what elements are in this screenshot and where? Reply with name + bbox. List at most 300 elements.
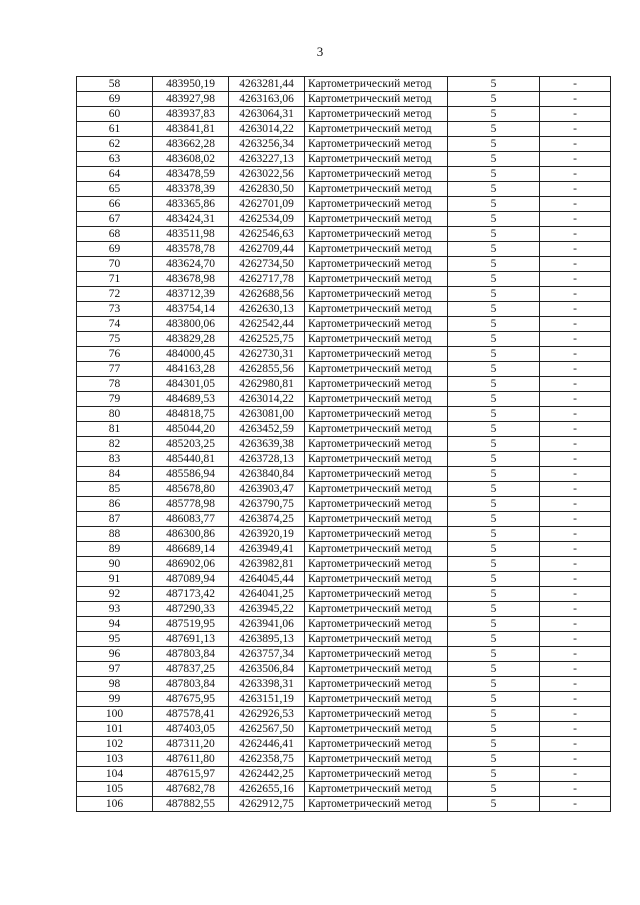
y-coordinate-cell: 4262912,75 [229,797,305,812]
y-coordinate-cell: 4263895,13 [229,632,305,647]
y-coordinate-cell: 4262717,78 [229,272,305,287]
y-coordinate-cell: 4262855,56 [229,362,305,377]
table-row [77,572,611,587]
x-coordinate-cell: 487290,33 [153,602,229,617]
y-coordinate-cell: 4263151,19 [229,692,305,707]
accuracy-cell: 5 [448,542,540,557]
x-coordinate-cell: 484163,28 [153,362,229,377]
table-row [77,332,611,347]
y-coordinate-cell: 4263982,81 [229,557,305,572]
accuracy-cell: 5 [448,797,540,812]
table-row [77,752,611,767]
accuracy-cell: 5 [448,617,540,632]
x-coordinate-cell: 483800,06 [153,317,229,332]
method-cell: Картометрический метод [305,737,448,752]
description-cell: - [540,497,611,512]
description-cell: - [540,287,611,302]
method-cell: Картометрический метод [305,497,448,512]
y-coordinate-cell: 4263945,22 [229,602,305,617]
table-row [77,542,611,557]
table-row [77,77,611,92]
method-cell: Картометрический метод [305,587,448,602]
x-coordinate-cell: 485203,25 [153,437,229,452]
accuracy-cell: 5 [448,512,540,527]
description-cell: - [540,482,611,497]
accuracy-cell: 5 [448,362,540,377]
point-number-cell: 76 [77,347,153,362]
method-cell: Картометрический метод [305,197,448,212]
y-coordinate-cell: 4263163,06 [229,92,305,107]
accuracy-cell: 5 [448,107,540,122]
accuracy-cell: 5 [448,167,540,182]
method-cell: Картометрический метод [305,452,448,467]
y-coordinate-cell: 4263639,38 [229,437,305,452]
accuracy-cell: 5 [448,527,540,542]
description-cell: - [540,317,611,332]
point-number-cell: 92 [77,587,153,602]
method-cell: Картометрический метод [305,182,448,197]
y-coordinate-cell: 4262926,53 [229,707,305,722]
x-coordinate-cell: 483927,98 [153,92,229,107]
method-cell: Картометрический метод [305,212,448,227]
point-number-cell: 101 [77,722,153,737]
description-cell: - [540,227,611,242]
table-row [77,422,611,437]
description-cell: - [540,122,611,137]
table-row [77,377,611,392]
coordinates-table [76,76,611,812]
x-coordinate-cell: 486083,77 [153,512,229,527]
description-cell: - [540,542,611,557]
table-row [77,482,611,497]
accuracy-cell: 5 [448,632,540,647]
description-cell: - [540,737,611,752]
description-cell: - [540,632,611,647]
table-row [77,452,611,467]
x-coordinate-cell: 487682,78 [153,782,229,797]
point-number-cell: 78 [77,377,153,392]
table-row [77,632,611,647]
accuracy-cell: 5 [448,722,540,737]
table-row [77,497,611,512]
x-coordinate-cell: 487882,55 [153,797,229,812]
description-cell: - [540,647,611,662]
x-coordinate-cell: 483841,81 [153,122,229,137]
description-cell: - [540,377,611,392]
description-cell: - [540,752,611,767]
point-number-cell: 75 [77,332,153,347]
accuracy-cell: 5 [448,572,540,587]
accuracy-cell: 5 [448,662,540,677]
accuracy-cell: 5 [448,692,540,707]
description-cell: - [540,332,611,347]
x-coordinate-cell: 485586,94 [153,467,229,482]
point-number-cell: 69 [77,92,153,107]
accuracy-cell: 5 [448,587,540,602]
table-row [77,617,611,632]
accuracy-cell: 5 [448,242,540,257]
accuracy-cell: 5 [448,92,540,107]
x-coordinate-cell: 483950,19 [153,77,229,92]
x-coordinate-cell: 485778,98 [153,497,229,512]
accuracy-cell: 5 [448,392,540,407]
method-cell: Картометрический метод [305,527,448,542]
point-number-cell: 100 [77,707,153,722]
description-cell: - [540,302,611,317]
point-number-cell: 70 [77,257,153,272]
y-coordinate-cell: 4262358,75 [229,752,305,767]
x-coordinate-cell: 483378,39 [153,182,229,197]
table-row [77,692,611,707]
accuracy-cell: 5 [448,182,540,197]
accuracy-cell: 5 [448,377,540,392]
description-cell: - [540,167,611,182]
method-cell: Картометрический метод [305,242,448,257]
description-cell: - [540,257,611,272]
accuracy-cell: 5 [448,287,540,302]
y-coordinate-cell: 4263506,84 [229,662,305,677]
point-number-cell: 83 [77,452,153,467]
x-coordinate-cell: 485678,80 [153,482,229,497]
method-cell: Картометрический метод [305,542,448,557]
table-row [77,737,611,752]
description-cell: - [540,677,611,692]
accuracy-cell: 5 [448,782,540,797]
y-coordinate-cell: 4263256,34 [229,137,305,152]
x-coordinate-cell: 487311,20 [153,737,229,752]
y-coordinate-cell: 4263757,34 [229,647,305,662]
x-coordinate-cell: 483678,98 [153,272,229,287]
accuracy-cell: 5 [448,347,540,362]
point-number-cell: 61 [77,122,153,137]
description-cell: - [540,467,611,482]
y-coordinate-cell: 4263014,22 [229,392,305,407]
description-cell: - [540,782,611,797]
description-cell: - [540,662,611,677]
point-number-cell: 106 [77,797,153,812]
y-coordinate-cell: 4263920,19 [229,527,305,542]
method-cell: Картометрический метод [305,122,448,137]
accuracy-cell: 5 [448,272,540,287]
table-row [77,767,611,782]
method-cell: Картометрический метод [305,152,448,167]
y-coordinate-cell: 4262630,13 [229,302,305,317]
method-cell: Картометрический метод [305,557,448,572]
method-cell: Картометрический метод [305,167,448,182]
accuracy-cell: 5 [448,482,540,497]
method-cell: Картометрический метод [305,722,448,737]
description-cell: - [540,212,611,227]
table-row [77,602,611,617]
point-number-cell: 86 [77,497,153,512]
table-row [77,257,611,272]
point-number-cell: 84 [77,467,153,482]
method-cell: Картометрический метод [305,512,448,527]
table-row [77,587,611,602]
y-coordinate-cell: 4262709,44 [229,242,305,257]
y-coordinate-cell: 4262655,16 [229,782,305,797]
point-number-cell: 74 [77,317,153,332]
x-coordinate-cell: 483424,31 [153,212,229,227]
description-cell: - [540,347,611,362]
table-row [77,557,611,572]
x-coordinate-cell: 483608,02 [153,152,229,167]
description-cell: - [540,512,611,527]
y-coordinate-cell: 4262734,50 [229,257,305,272]
x-coordinate-cell: 483511,98 [153,227,229,242]
method-cell: Картометрический метод [305,707,448,722]
point-number-cell: 82 [77,437,153,452]
y-coordinate-cell: 4263949,41 [229,542,305,557]
x-coordinate-cell: 483829,28 [153,332,229,347]
description-cell: - [540,392,611,407]
description-cell: - [540,422,611,437]
description-cell: - [540,767,611,782]
x-coordinate-cell: 484689,53 [153,392,229,407]
x-coordinate-cell: 487519,95 [153,617,229,632]
table-row [77,167,611,182]
method-cell: Картометрический метод [305,77,448,92]
table-row [77,437,611,452]
y-coordinate-cell: 4262567,50 [229,722,305,737]
accuracy-cell: 5 [448,557,540,572]
x-coordinate-cell: 484818,75 [153,407,229,422]
description-cell: - [540,92,611,107]
method-cell: Картометрический метод [305,437,448,452]
x-coordinate-cell: 487615,97 [153,767,229,782]
x-coordinate-cell: 483624,70 [153,257,229,272]
description-cell: - [540,152,611,167]
table-row [77,122,611,137]
y-coordinate-cell: 4262442,25 [229,767,305,782]
y-coordinate-cell: 4262534,09 [229,212,305,227]
description-cell: - [540,197,611,212]
y-coordinate-cell: 4263014,22 [229,122,305,137]
x-coordinate-cell: 484000,45 [153,347,229,362]
accuracy-cell: 5 [448,407,540,422]
table-row [77,302,611,317]
y-coordinate-cell: 4262980,81 [229,377,305,392]
description-cell: - [540,272,611,287]
x-coordinate-cell: 486300,86 [153,527,229,542]
y-coordinate-cell: 4263227,13 [229,152,305,167]
table-row [77,392,611,407]
method-cell: Картометрический метод [305,422,448,437]
description-cell: - [540,77,611,92]
x-coordinate-cell: 487803,84 [153,647,229,662]
point-number-cell: 87 [77,512,153,527]
point-number-cell: 63 [77,152,153,167]
accuracy-cell: 5 [448,257,540,272]
method-cell: Картометрический метод [305,227,448,242]
x-coordinate-cell: 487691,13 [153,632,229,647]
method-cell: Картометрический метод [305,272,448,287]
point-number-cell: 88 [77,527,153,542]
description-cell: - [540,182,611,197]
y-coordinate-cell: 4264041,25 [229,587,305,602]
x-coordinate-cell: 487803,84 [153,677,229,692]
x-coordinate-cell: 483478,59 [153,167,229,182]
description-cell: - [540,527,611,542]
y-coordinate-cell: 4262446,41 [229,737,305,752]
description-cell: - [540,692,611,707]
method-cell: Картометрический метод [305,257,448,272]
y-coordinate-cell: 4264045,44 [229,572,305,587]
point-number-cell: 62 [77,137,153,152]
method-cell: Картометрический метод [305,317,448,332]
point-number-cell: 95 [77,632,153,647]
point-number-cell: 64 [77,167,153,182]
table-row [77,197,611,212]
description-cell: - [540,407,611,422]
accuracy-cell: 5 [448,437,540,452]
point-number-cell: 89 [77,542,153,557]
x-coordinate-cell: 483662,28 [153,137,229,152]
accuracy-cell: 5 [448,227,540,242]
y-coordinate-cell: 4262730,31 [229,347,305,362]
table-row [77,467,611,482]
accuracy-cell: 5 [448,467,540,482]
description-cell: - [540,707,611,722]
table-row [77,782,611,797]
point-number-cell: 60 [77,107,153,122]
y-coordinate-cell: 4263941,06 [229,617,305,632]
table-row [77,212,611,227]
point-number-cell: 90 [77,557,153,572]
method-cell: Картометрический метод [305,662,448,677]
description-cell: - [540,722,611,737]
y-coordinate-cell: 4262701,09 [229,197,305,212]
point-number-cell: 77 [77,362,153,377]
method-cell: Картометрический метод [305,677,448,692]
accuracy-cell: 5 [448,677,540,692]
table-row [77,407,611,422]
point-number-cell: 97 [77,662,153,677]
point-number-cell: 69 [77,242,153,257]
x-coordinate-cell: 486902,06 [153,557,229,572]
x-coordinate-cell: 487089,94 [153,572,229,587]
x-coordinate-cell: 487403,05 [153,722,229,737]
method-cell: Картометрический метод [305,692,448,707]
method-cell: Картометрический метод [305,767,448,782]
accuracy-cell: 5 [448,752,540,767]
description-cell: - [540,452,611,467]
description-cell: - [540,362,611,377]
x-coordinate-cell: 483937,83 [153,107,229,122]
point-number-cell: 91 [77,572,153,587]
table-row [77,662,611,677]
method-cell: Картометрический метод [305,752,448,767]
description-cell: - [540,137,611,152]
y-coordinate-cell: 4262688,56 [229,287,305,302]
table-row [77,107,611,122]
y-coordinate-cell: 4263022,56 [229,167,305,182]
method-cell: Картометрический метод [305,617,448,632]
x-coordinate-cell: 487837,25 [153,662,229,677]
table-row [77,512,611,527]
method-cell: Картометрический метод [305,797,448,812]
point-number-cell: 102 [77,737,153,752]
method-cell: Картометрический метод [305,782,448,797]
table-row [77,362,611,377]
description-cell: - [540,617,611,632]
method-cell: Картометрический метод [305,392,448,407]
method-cell: Картометрический метод [305,407,448,422]
point-number-cell: 73 [77,302,153,317]
coordinates-table-body [77,77,611,812]
table-row [77,647,611,662]
table-row [77,92,611,107]
accuracy-cell: 5 [448,152,540,167]
method-cell: Картометрический метод [305,377,448,392]
method-cell: Картометрический метод [305,632,448,647]
accuracy-cell: 5 [448,422,540,437]
point-number-cell: 98 [77,677,153,692]
y-coordinate-cell: 4263874,25 [229,512,305,527]
method-cell: Картометрический метод [305,347,448,362]
table-row [77,272,611,287]
accuracy-cell: 5 [448,302,540,317]
y-coordinate-cell: 4263064,31 [229,107,305,122]
description-cell: - [540,242,611,257]
point-number-cell: 80 [77,407,153,422]
description-cell: - [540,107,611,122]
point-number-cell: 85 [77,482,153,497]
y-coordinate-cell: 4262525,75 [229,332,305,347]
x-coordinate-cell: 485440,81 [153,452,229,467]
method-cell: Картометрический метод [305,482,448,497]
y-coordinate-cell: 4263728,13 [229,452,305,467]
point-number-cell: 79 [77,392,153,407]
page-number: 3 [316,44,324,59]
point-number-cell: 67 [77,212,153,227]
method-cell: Картометрический метод [305,572,448,587]
accuracy-cell: 5 [448,737,540,752]
x-coordinate-cell: 484301,05 [153,377,229,392]
point-number-cell: 99 [77,692,153,707]
method-cell: Картометрический метод [305,287,448,302]
point-number-cell: 66 [77,197,153,212]
x-coordinate-cell: 483365,86 [153,197,229,212]
point-number-cell: 71 [77,272,153,287]
y-coordinate-cell: 4262830,50 [229,182,305,197]
y-coordinate-cell: 4263081,00 [229,407,305,422]
table-row [77,152,611,167]
description-cell: - [540,557,611,572]
y-coordinate-cell: 4262542,44 [229,317,305,332]
x-coordinate-cell: 485044,20 [153,422,229,437]
accuracy-cell: 5 [448,647,540,662]
accuracy-cell: 5 [448,197,540,212]
accuracy-cell: 5 [448,137,540,152]
description-cell: - [540,587,611,602]
method-cell: Картометрический метод [305,332,448,347]
method-cell: Картометрический метод [305,647,448,662]
point-number-cell: 105 [77,782,153,797]
x-coordinate-cell: 487611,80 [153,752,229,767]
table-row [77,242,611,257]
method-cell: Картометрический метод [305,602,448,617]
point-number-cell: 93 [77,602,153,617]
y-coordinate-cell: 4263903,47 [229,482,305,497]
y-coordinate-cell: 4263790,75 [229,497,305,512]
accuracy-cell: 5 [448,707,540,722]
table-row [77,347,611,362]
accuracy-cell: 5 [448,452,540,467]
method-cell: Картометрический метод [305,467,448,482]
table-row [77,707,611,722]
x-coordinate-cell: 483578,78 [153,242,229,257]
